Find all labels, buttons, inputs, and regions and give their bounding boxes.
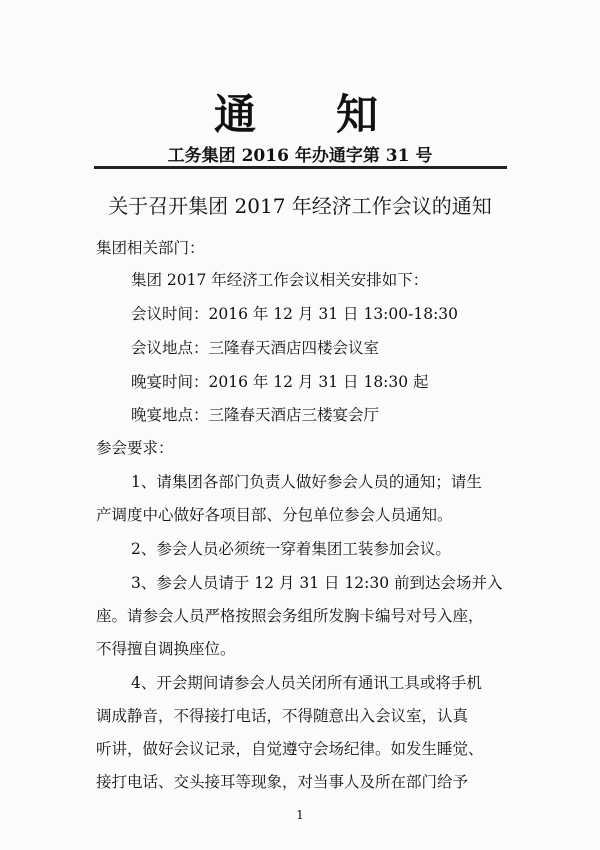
banquet-place: 晚宴地点：三隆春天酒店三楼宴会厅 — [131, 406, 380, 424]
requirement-1-line-1: 1、请集团各部门负责人做好参会人员的通知；请生 — [131, 473, 482, 491]
requirements-heading: 参会要求： — [96, 439, 174, 457]
intro-line: 集团 2017 年经济工作会议相关安排如下： — [131, 271, 429, 289]
requirement-2-line-1: 2、参会人员必须统一穿着集团工装参加会议。 — [131, 540, 451, 558]
requirement-3-line-3: 不得擅自调换座位。 — [96, 640, 236, 658]
document-number: 工务集团 2016 年办通字第 31 号 — [167, 146, 433, 166]
requirement-1-line-2: 产调度中心做好各项目部、分包单位参会人员通知。 — [96, 506, 453, 524]
page-number: 1 — [296, 808, 304, 822]
requirement-4-line-3: 听讲，做好会议记录，自觉遵守会场纪律。如发生睡觉、 — [96, 740, 484, 758]
header-divider — [94, 166, 507, 169]
requirement-4-line-1: 4、开会期间请参会人员关闭所有通讯工具或将手机 — [131, 674, 482, 692]
header-title-char-2: 知 — [336, 90, 379, 139]
requirement-3-line-1: 3、参会人员请于 12 月 31 日 12:30 前到达会场并入 — [131, 574, 503, 592]
requirement-3-line-2: 座。请参会人员严格按照会务组所发胸卡编号对号入座， — [96, 607, 484, 625]
document-title: 关于召开集团 2017 年经济工作会议的通知 — [108, 194, 492, 218]
header-title-char-1: 通 — [214, 90, 257, 139]
salutation: 集团相关部门： — [96, 239, 205, 257]
banquet-time: 晚宴时间：2016 年 12 月 31 日 18:30 起 — [131, 373, 429, 391]
requirement-4-line-2: 调成静音，不得接打电话，不得随意出入会议室，认真 — [96, 707, 469, 725]
meeting-time: 会议时间：2016 年 12 月 31 日 13:00-18:30 — [131, 305, 459, 323]
meeting-place: 会议地点：三隆春天酒店四楼会议室 — [131, 339, 380, 357]
requirement-4-line-4: 接打电话、交头接耳等现象，对当事人及所在部门给予 — [96, 773, 469, 791]
